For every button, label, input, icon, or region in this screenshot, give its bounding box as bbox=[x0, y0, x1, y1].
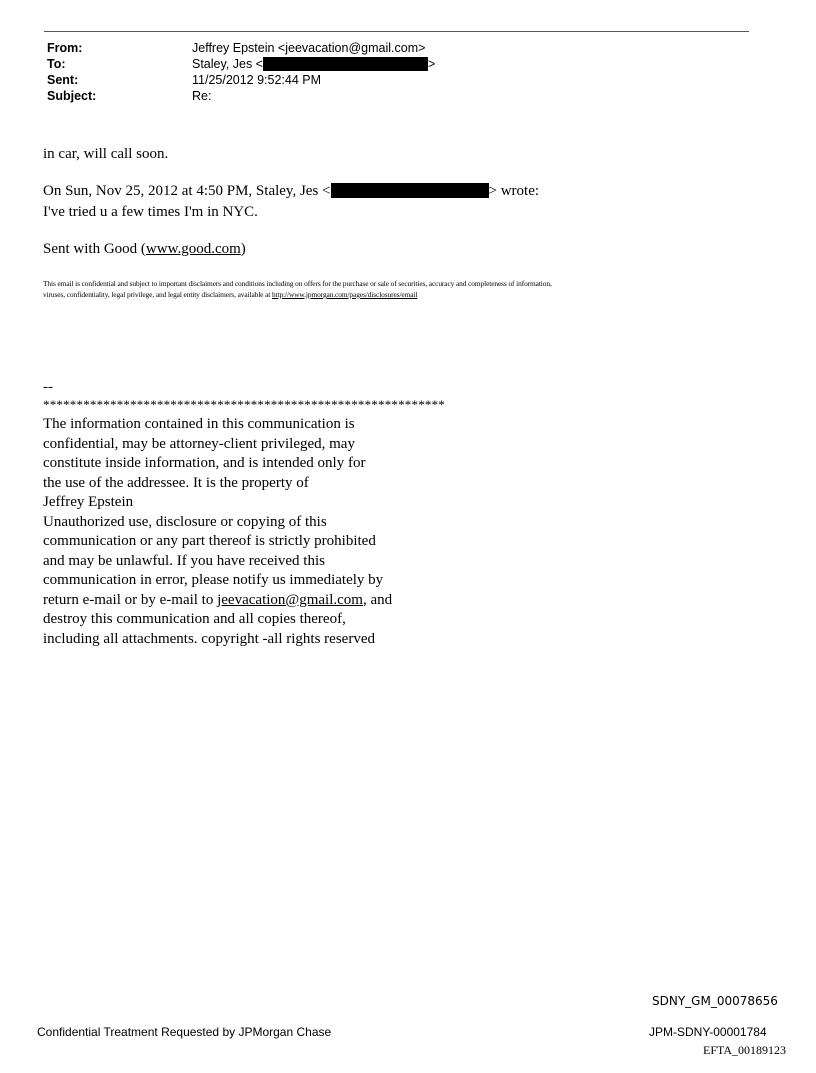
from-value: Jeffrey Epstein <jeevacation@gmail.com> bbox=[192, 41, 426, 55]
notice-line: communication or any part thereof is strictly prohibited bbox=[43, 533, 376, 549]
sent-with-line bbox=[43, 240, 246, 259]
notice-line: including all attachments. copyright -all rights reserved bbox=[43, 630, 375, 647]
sent-with-prefix: Sent with Good ( bbox=[43, 241, 146, 257]
notice-email-line bbox=[43, 591, 392, 611]
quote-intro-prefix: On Sun, Nov 25, 2012 at 4:50 PM, Staley, Jes < bbox=[43, 183, 331, 199]
disclaimer-line-1: This email is confidential and subject to important disclaimers and conditions including on offers for the purchase or sale of securities, accuracy and completeness of information, bbox=[43, 279, 552, 288]
bates-jpm: JPM-SDNY-00001784 bbox=[649, 1025, 767, 1039]
redaction-box bbox=[263, 57, 428, 71]
notice-line: destroy this communication and all copies thereof, bbox=[43, 611, 346, 627]
bates-sdny-gm: SDNY_GM_00078656 bbox=[652, 994, 778, 1008]
signature-stars: ************************************************************ bbox=[43, 397, 445, 412]
to-value-prefix: Staley, Jes < bbox=[192, 57, 263, 71]
disclaimer-line-2 bbox=[43, 289, 743, 300]
quote-line: I've tried u a few times I'm in NYC. bbox=[43, 204, 258, 220]
jpm-disclaimer bbox=[43, 278, 743, 300]
notice-line: Jeffrey Epstein bbox=[43, 494, 134, 510]
header-rule bbox=[44, 31, 749, 32]
to-value bbox=[192, 57, 435, 71]
sent-label: Sent: bbox=[47, 73, 79, 87]
email-link[interactable]: jeevacation@gmail.com bbox=[217, 591, 363, 608]
notice-email-prefix: return e-mail or by e-mail to bbox=[43, 591, 218, 608]
reply-line: in car, will call soon. bbox=[43, 146, 169, 162]
quote-intro-suffix: > wrote: bbox=[488, 183, 540, 199]
notice-email-suffix: , and bbox=[362, 591, 393, 608]
sent-with-suffix: ) bbox=[240, 241, 246, 257]
quote-intro bbox=[43, 182, 539, 201]
notice-line: and may be unlawful. If you have received this bbox=[43, 552, 325, 569]
notice-line: the use of the addressee. It is the property of bbox=[43, 474, 309, 491]
good-link[interactable]: www.good.com bbox=[145, 241, 241, 257]
confidentiality-notice bbox=[43, 415, 392, 649]
subject-label: Subject: bbox=[47, 89, 97, 103]
notice-line: confidential, may be attorney-client privileged, may bbox=[43, 435, 355, 452]
to-value-suffix: > bbox=[427, 57, 436, 71]
from-label: From: bbox=[47, 41, 83, 55]
disclosures-link[interactable]: http://www.jpmorgan.com/pages/disclosures/email bbox=[271, 290, 418, 299]
notice-line: Unauthorized use, disclosure or copying of this bbox=[43, 513, 327, 530]
notice-line: communication in error, please notify us immediately by bbox=[43, 572, 384, 588]
notice-line: constitute inside information, and is intended only for bbox=[43, 455, 366, 471]
confidential-treatment-footer: Confidential Treatment Requested by JPMorgan Chase bbox=[37, 1025, 332, 1039]
notice-line: The information contained in this communication is bbox=[43, 416, 355, 432]
redaction-box bbox=[331, 183, 489, 198]
disclaimer-line-2-prefix: viruses, confidentiality, legal privilege, and legal entity disclaimers, available at bbox=[43, 290, 272, 299]
sent-value: 11/25/2012 9:52:44 PM bbox=[192, 73, 322, 87]
bates-efta: EFTA_00189123 bbox=[703, 1043, 787, 1057]
to-label: To: bbox=[47, 57, 66, 71]
subject-value: Re: bbox=[192, 89, 212, 103]
signature-dashes: -- bbox=[43, 379, 53, 395]
